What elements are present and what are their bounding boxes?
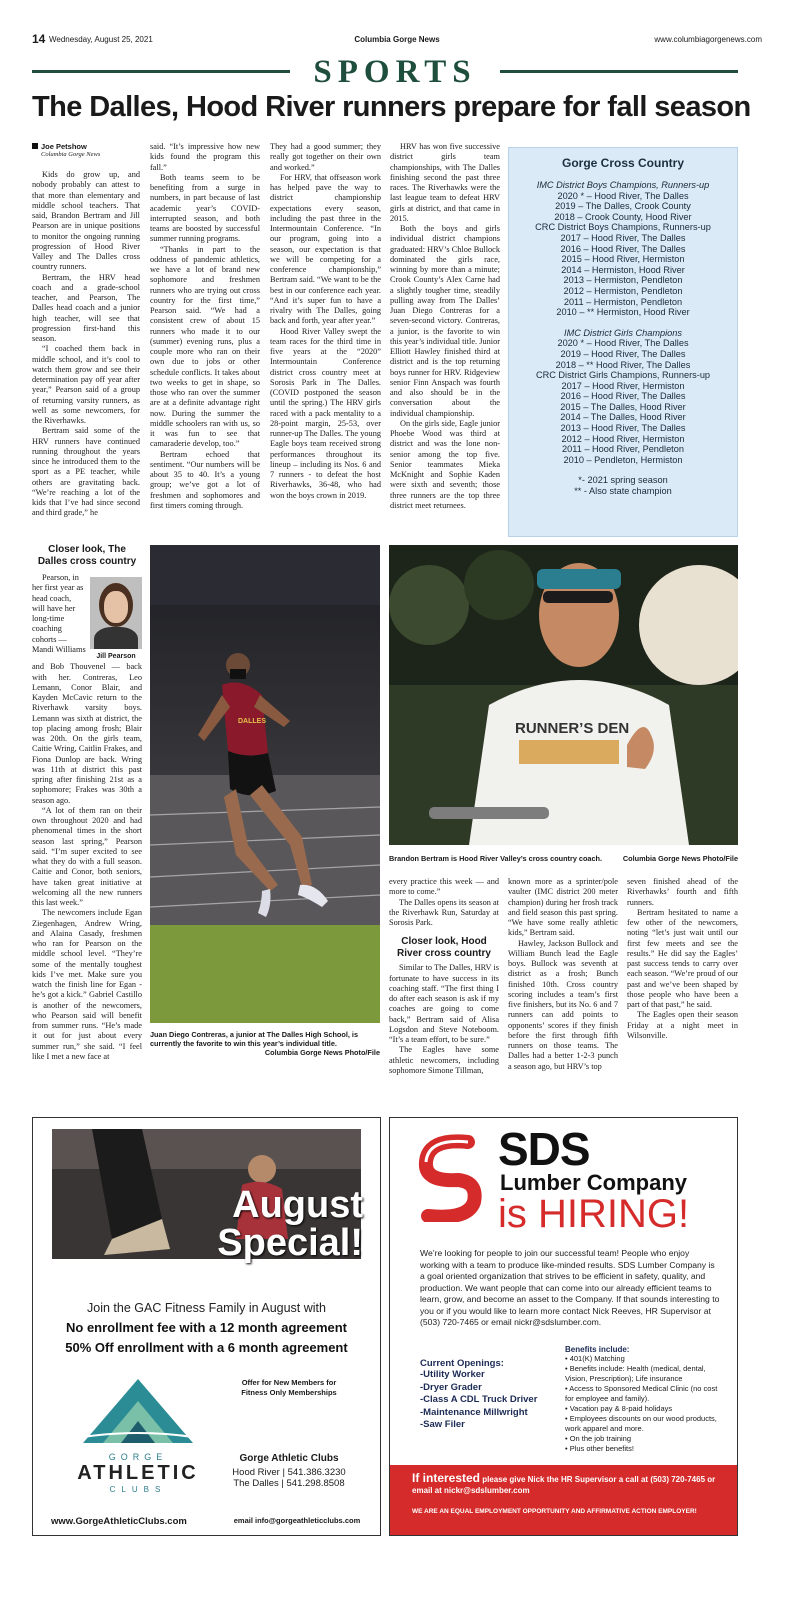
paragraph: Hawley, Jackson Bullock and William Bunch lead the Eagle boys. Bullock was seventh at district as a frosh; Bunch finished 10th. Cross country scoring includes a team’s first five finishers, but its No. 6 and 7 runners can add points to opponents’ scores if they finish before the first through fifth runners on those teams. The Dalles had a better 1-2-3 punch a season ago, but HRV’s top	[508, 938, 618, 1071]
sidebar-row: 2010 – Pendleton, Hermiston	[563, 454, 683, 465]
opening-item: -Dryer Grader	[420, 1381, 482, 1393]
hr-title: Closer look, Hood River cross country	[397, 936, 491, 959]
sidebar-row: 2010 – ** Hermiston, Hood River	[556, 307, 690, 318]
section-rule-left	[32, 70, 290, 73]
paragraph: The Dalles opens its season at the Riverhawk Run, Saturday at Sorosis Park.	[389, 897, 499, 927]
runner-caption-block	[150, 1030, 380, 1057]
byline	[32, 142, 140, 158]
coach-photo	[389, 545, 738, 845]
sidebar-row: 2011 – Hermiston, Pendleton	[563, 296, 683, 307]
ad-gym-offer-1: No enrollment fee with a 12 month agreement	[66, 1320, 347, 1335]
sidebar-row: 2017 – Hood River, The Dalles	[560, 232, 686, 243]
paragraph: The Eagles open their season Friday at a night meet in Wilsonville.	[627, 1010, 738, 1040]
sds-cta-bar	[390, 1465, 738, 1536]
sidebar-subhead: IMC District Boys Champions, Runners-up	[536, 180, 710, 190]
byline-square-icon	[32, 143, 38, 149]
paragraph: The Eagles have some athletic newcomers, including sophomore Simone Tillman,	[389, 1045, 499, 1075]
sds-logo: SDS	[498, 1123, 590, 1175]
sidebar-row: 2011 – Hood River, Pendleton	[562, 444, 684, 455]
runner-credit: Columbia Gorge News Photo/File	[264, 1048, 380, 1057]
column-4	[390, 142, 500, 511]
paragraph: “Thanks in part to the oddness of pandemic athletics, we have a lot of brand new sophomore and freshmen runners who are trying out cross country for the first time,” Pearson said. “We had a consistent crew of about 15 runners who made it to our (summer) evening runs, plus a couple more who ran on their own due to jobs or other schedule conflicts. It takes about two weeks to get in shape, so those who ran over the summer are at a definite advantage right now. During the summer the middle schoolers ran with us, so it was fun to see that camaraderie develop, too.”	[150, 244, 260, 449]
sidebar-row: 2016 – Hood River, The Dalles	[560, 391, 686, 402]
byline-org: Columbia Gorge News	[41, 151, 101, 158]
paragraph: “I coached them back in middle school, and it’s cool to watch them grow and see their determination pay off year after year,” Pearson said of a group of returning varsity runners, as well as some newcomers, for the Riverhawks.	[32, 344, 140, 425]
mug-caption: Jill Pearson	[96, 653, 136, 660]
phone-2: 541.298.8508	[286, 1478, 345, 1489]
benefits-title: Benefits include:	[565, 1345, 630, 1354]
page-number: 14	[32, 32, 46, 46]
paragraph: Hood River Valley swept the team races for the third time in five years at the “2020” Intermountain Conference district cross country meet at Sorosis Park in The Dalles. (COVID postponed the season until the spring.) The HRV girls raced with a pack mentality to a 28-point margin, 25-53, over runner-up The Dalles. The young Eagle boys team received strong performances throughout its lineup – including its Nos. 6 and 7 runners - to defeat the host Riverhawks, 36-48, who had won the boys crown in 2019.	[270, 326, 381, 500]
openings-title: Current Openings:	[420, 1358, 504, 1369]
sds-benefits	[565, 1345, 725, 1454]
svg-text:DALLES: DALLES	[238, 718, 266, 725]
sidebar-subhead: IMC District Girls Champions	[564, 327, 682, 338]
ad-gym-offer-note: Offer for New Members for Fitness Only Memberships	[241, 1378, 337, 1397]
logo-top: GORGE	[108, 1452, 168, 1462]
sidebar-row: 2015 – Hood River, Hermiston	[561, 254, 685, 265]
benefit-item: • Vacation pay & 8-paid holidays	[565, 1404, 673, 1413]
paragraph: Bertram said some of the HRV runners have continued running throughout the years since he introduced them to the sport as a PE teacher, while others are gravitating back. “We’re reaching a lot of the kids that I’ve had since second and third grade,” he	[32, 426, 140, 518]
paragraph: said. “It’s impressive how new kids found the program this fall.”	[150, 142, 260, 172]
phone-1: 541.386.3230	[287, 1467, 346, 1478]
sidebar-row: 2018 – ** Hood River, The Dalles	[555, 359, 691, 370]
sidebar-subhead: CRC District Boys Champions, Runners-up	[535, 222, 711, 233]
page-header	[32, 34, 762, 48]
dalles-title: Closer look, The Dalles cross country	[37, 544, 137, 567]
coach-caption: Brandon Bertram is Hood River Valley’s cross country coach.	[389, 854, 603, 863]
sidebar-row: 2013 – Hood River, The Dalles	[560, 423, 686, 434]
sidebar-note: ** - Also state champion	[574, 486, 672, 497]
coach-caption-block	[389, 854, 738, 863]
sidebar-row: 2012 – Hermiston, Pendleton	[563, 285, 683, 296]
paper-url[interactable]: www.columbiagorgenews.com	[654, 35, 762, 44]
sidebar-row: 2019 – The Dalles, Crook County	[555, 201, 691, 212]
paragraph: Bertram, the HRV head coach and a grade-school teacher, and Pearson, The Dalles head coach and a junior high teacher, will see that progression first-hand this season.	[32, 272, 140, 343]
ad-gym-web[interactable]: www.GorgeAthleticClubs.com	[51, 1516, 187, 1527]
gorge-athletic-logo	[63, 1373, 213, 1523]
shirt-text: RUNNER’S DEN	[515, 720, 630, 737]
sidebar-row: 2020 * – Hood River, The Dalles	[557, 190, 689, 201]
column-c	[627, 877, 738, 1041]
ad-gorge-athletic[interactable]	[32, 1117, 381, 1536]
sds-company: Lumber Company	[500, 1170, 688, 1195]
sds-body: We’re looking for people to join our successful team! People who enjoy working with a team to produce like-minded results. SDS Lumber Company is a goal oriented organization that strives to be efficient in safety, quality, and production. We want people that can come into our already efficient teams to learn, grow, and become an asset to the Company. If that sounds interesting to you or if you would like to learn more contact Nick Reeves, HR Supervisor at (503) 720-7465 or email nickr@sdslumber.com.	[420, 1248, 720, 1327]
sidebar-gorge-xc	[508, 147, 738, 537]
paragraph: Both the boys and girls individual district champions graduated: HRV’s Chloe Bullock dominated the girls race, winning by more than a minute; Crook County’s Alex Carne had a slightly tougher time, steadily pulling away from The Dalles’ Juan Diego Contreras for a seven-second victory. Contreras, a junior, is the favorite to win this year’s individual title. Junior Elliott Hawley finished third at district and is the top returning boys runner for HRV. Ridgeview senior Finn Anspach was fourth and also should be in the conversation about the individual championship.	[390, 224, 500, 418]
coach-illustration	[389, 545, 738, 845]
sds-eeo: WE ARE AN EQUAL EMPLOYMENT OPPORTUNITY AND AFFIRMATIVE ACTION EMPLOYER!	[412, 1508, 697, 1515]
paragraph: “A lot of them ran on their own throughout 2020 and had phenomenal times in the short season last spring,” Pearson said. “I’m super excited to see what they do with a full season. Caitie and Conor, both seniors, have taken great initiative at welcoming all the new runners this last week.”	[32, 805, 142, 907]
ad-gym-headline-1: August	[232, 1184, 363, 1226]
sidebar-row: 2015 – The Dalles, Hood River	[560, 401, 686, 412]
cta-small[interactable]: please give Nick the HR Supervisor a call at (503) 720-7465 or email at nickr@sdslumber.com	[412, 1475, 716, 1495]
section-title: SPORTS	[313, 54, 477, 90]
paper-name: Columbia Gorge News	[354, 35, 440, 44]
column-2	[150, 142, 260, 511]
loc-2: The Dalles	[233, 1478, 279, 1489]
opening-item: -Saw Filer	[420, 1419, 465, 1430]
benefit-item: • 401(K) Matching	[565, 1354, 625, 1363]
benefit-item: • Access to Sponsored Medical Clinic (no cost for employee and family).	[565, 1384, 718, 1403]
paragraph: known more as a sprinter/pole vaulter (IMC district 200 meter champion) during her frosh track and field season this past spring. “We have some really athletic kids,” Bertram said.	[508, 877, 618, 938]
paragraph: The newcomers include Egan Ziegenhagen, Andrew Wring, and Alaina Casady, freshmen who ran for Pearson on the middle school level. “They’re some of the mentally toughest kids I’ve met. Make sure you watch the finish line for Egan - he’s got a kick.” Gabriel Castillo is another of the newcomers, who Pearson said will benefit from summer runs. “He’s made it out for just about every summer run,” she said. “I feel like I met a new face at	[32, 908, 142, 1061]
paragraph: HRV has won five successive district girls team championships, with The Dalles finishing second the past three races. The Riverhawks were the last league team to defeat HRV girls at district, and that came in 2015.	[390, 142, 500, 223]
sidebar-row: 2019 – Hood River, The Dalles	[560, 348, 686, 359]
runner-illustration	[150, 545, 380, 1023]
benefit-item: • Employees discounts on our wood products, work apparel and more.	[565, 1414, 717, 1433]
paragraph: Bertram echoed that sentiment. “Our numbers will be about 35 to 40. It’s a young group; we’ve got a lot of freshmen and sophomores and first timers coming through.	[150, 449, 260, 510]
sidebar-row: 2013 – Hermiston, Pendleton	[563, 275, 683, 286]
club-name: Gorge Athletic Clubs	[239, 1453, 339, 1464]
paragraph: On the girls side, Eagle junior Phoebe Wood was third at district and was the lone non-senior among the top five. Senior teammates Mieka McKnight and Sophie Kaden were sixth and seventh; those three runners are the top three district meet returnees.	[390, 418, 500, 510]
paragraph: Pearson, in her first year as head coach, will have her long-time coaching cohorts — Mandi Williams	[32, 573, 86, 654]
sidebar-subhead: CRC District Girls Champions, Runners-up	[535, 370, 711, 381]
opening-item: -Utility Worker	[420, 1369, 485, 1380]
ad-gym-join: Join the GAC Fitness Family in August with	[87, 1301, 326, 1315]
column-a	[389, 877, 499, 1076]
dalles-section	[32, 544, 142, 1062]
logo-bot: CLUBS	[109, 1485, 167, 1494]
ad-gym-email[interactable]: email info@gorgeathleticclubs.com	[233, 1516, 361, 1525]
paragraph: They had a good summer; they really got together on their own and worked.”	[270, 142, 381, 172]
paragraph: seven finished ahead of the Riverhawks’ fourth and fifth runners.	[627, 877, 738, 907]
paragraph: For HRV, that offseason work has helped pave the way to district championship expectations every season, including the past three in the Intermountain Conference. “In our program, going into a season, our expectation is that we will be competing for a conference championship,” Bertram said. “We want to be the best in our conference each year. “And it’s super fun to have a rivalry with The Dalles, going back and forth, year after year.”	[270, 172, 381, 326]
issue-date: Wednesday, August 25, 2021	[49, 35, 153, 44]
sidebar-row: 2018 – Crook County, Hood River	[554, 211, 692, 222]
ad-gym-headline-2: Special!	[217, 1222, 363, 1264]
ad-gym-headline	[163, 1186, 363, 1262]
mountain-logo-icon	[63, 1373, 213, 1445]
sidebar-row: 2014 – The Dalles, Hood River	[560, 412, 686, 423]
paragraph: Both teams seem to be benefiting from a surge in numbers, in part because of last academic year’s COVID-interrupted season, and both teams are boosted by successful summer running programs.	[150, 172, 260, 244]
sds-openings	[420, 1358, 570, 1432]
benefit-item: • Plus other benefits!	[565, 1444, 634, 1453]
paragraph: Bertram hesitated to name a few other of the newcomers, noting “let’s just wait until our first few meets and see the results.” He did say the Eagles’ past success tends to carry over each season. “We’re proud of our past and we’ve been shaped by those people who have been a part of that past,” he said.	[627, 907, 738, 1009]
ad-gym-contacts: Gorge Athletic Clubs Hood River | 541.386.3230 The Dalles | 541.298.8508	[229, 1453, 349, 1489]
sidebar-row: 2016 – Hood River, The Dalles	[560, 243, 686, 254]
paragraph: every practice this week — and more to come.”	[389, 877, 499, 897]
byline-name: Joe Petshow	[41, 142, 87, 151]
paragraph: and Bob Thouvenel — back with her. Contreras, Leo Lemann, Conor Blair, and Kayden McCavic return to the Riverhawk varsity boys. Lemann was sixth at district, the top placing among frosh; Blair was 20th. On the girls team, Caitie Wring, Caitlin Frakes, and Fiona Dunlop are back. Wring was 11th at district this past spring after finishing 21st as a sophomore; Frakes was 30th a season ago.	[32, 662, 142, 805]
runner-caption: Juan Diego Contreras, a junior at The Dalles High School, is currently the favorite to win this year’s individual title.	[150, 1030, 359, 1048]
logo-mid: ATHLETIC	[77, 1462, 199, 1484]
sidebar-row: 2012 – Hood River, Hermiston	[561, 433, 685, 444]
mug-photo	[90, 577, 142, 649]
cta-big: If interested	[412, 1471, 481, 1485]
opening-item: -Class A CDL Truck Driver	[420, 1394, 538, 1405]
sidebar-title: Gorge Cross Country	[561, 156, 684, 170]
benefit-item: • Benefits include: Health (medical, dental, Vision, Prescription); Life insurance	[565, 1364, 706, 1383]
sidebar-row: 2020 * – Hood River, The Dalles	[557, 338, 689, 349]
coach-credit: Columbia Gorge News Photo/File	[622, 854, 738, 863]
sidebar-row: 2014 – Hermiston, Hood River	[561, 264, 685, 275]
benefit-item: • On the job training	[565, 1434, 631, 1443]
column-3	[270, 142, 381, 501]
sds-hiring: is HIRING!	[498, 1192, 690, 1236]
sidebar-note: *- 2021 spring season	[578, 475, 668, 486]
sidebar-row: 2017 – Hood River, Hermiston	[561, 380, 685, 391]
paragraph: Similar to The Dalles, HRV is fortunate to have success in its coaching staff. “The first thing I do after each season is ask if my coaches are going to come back,” Bertram said of Alisa Logsdon and Steve Noteboom. “It’s a team effort, to be sure.”	[389, 963, 499, 1044]
column-1	[32, 170, 140, 519]
ad-gym-offer-2: 50% Off enrollment with a 6 month agreement	[65, 1340, 348, 1355]
section-rule-right	[500, 70, 738, 73]
opening-item: -Maintenance Millwright	[420, 1406, 528, 1418]
runner-photo	[150, 545, 380, 1023]
loc-1: Hood River	[232, 1467, 280, 1478]
ad-sds-lumber[interactable]	[389, 1117, 738, 1536]
headline: The Dalles, Hood River runners prepare for fall season	[32, 91, 751, 123]
paragraph: Kids do grow up, and nobody probably can attest to that more than elementary and middle school teachers. That said, Brandon Bertram and Jill Pearson are in unique positions to monitor the ongoing running progression of Hood River Valley and The Dalles cross country runners.	[32, 170, 140, 272]
jill-mug	[90, 577, 142, 662]
column-b	[508, 877, 618, 1072]
sds-swirl-icon	[408, 1132, 484, 1222]
